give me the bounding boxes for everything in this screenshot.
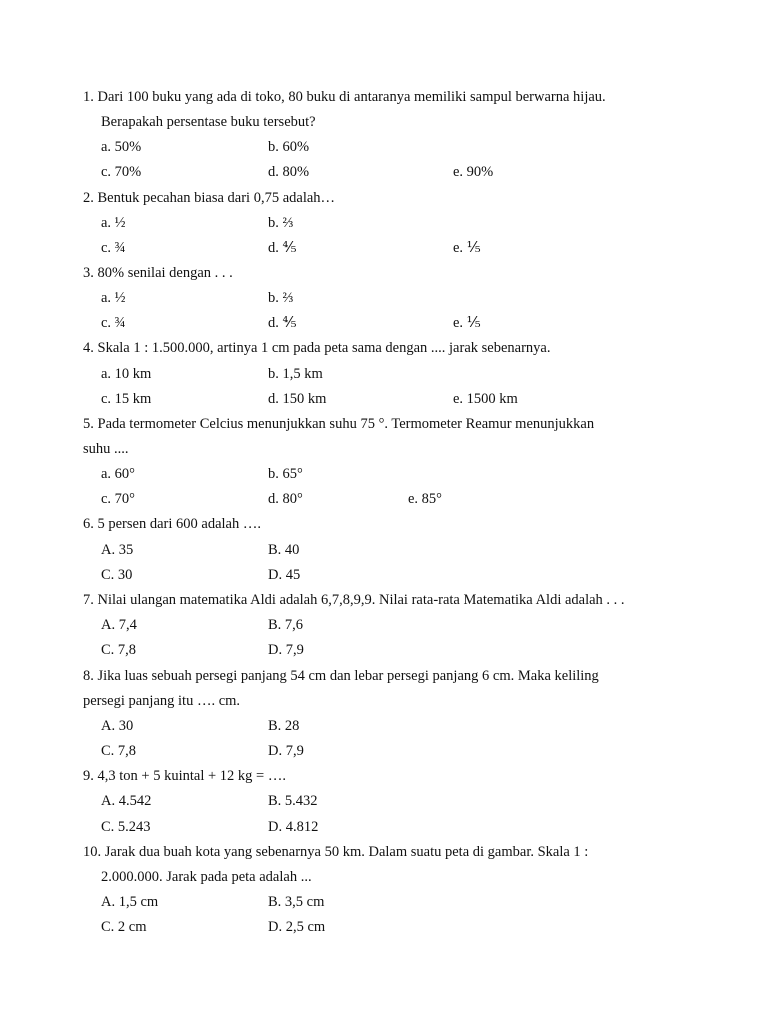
- question-4-stem-line-1: 4. Skala 1 : 1.500.000, artinya 1 cm pada peta sama dengan .... jarak sebenarnya.: [83, 340, 551, 356]
- question-4-option-e: e. 1500 km: [453, 391, 518, 407]
- question-6-option-a: A. 35: [101, 542, 134, 558]
- question-10-option-b: B. 3,5 cm: [268, 894, 325, 910]
- question-6-stem-line-1: 6. 5 persen dari 600 adalah ….: [83, 516, 261, 532]
- question-1-option-d: d. 80%: [268, 164, 310, 180]
- question-4-option-c: c. 15 km: [101, 391, 152, 407]
- question-6-option-c: C. 30: [101, 567, 133, 583]
- question-2-option-b: b. ⅔: [268, 215, 294, 231]
- question-2-option-e: e. ⅕: [453, 240, 481, 256]
- question-8-option-a: A. 30: [101, 718, 134, 734]
- question-10-option-c: C. 2 cm: [101, 919, 147, 935]
- question-1-option-e: e. 90%: [453, 164, 494, 180]
- question-5-option-c: c. 70°: [101, 491, 135, 507]
- question-3-stem-line-1: 3. 80% senilai dengan . . .: [83, 265, 233, 281]
- question-3-option-d: d. ⅘: [268, 315, 297, 331]
- question-9-option-c: C. 5.243: [101, 819, 151, 835]
- question-9-stem-line-1: 9. 4,3 ton + 5 kuintal + 12 kg = ….: [83, 768, 286, 784]
- question-10-stem-line-1: 10. Jarak dua buah kota yang sebenarnya 50 km. Dalam suatu peta di gambar. Skala 1 :: [83, 844, 589, 860]
- question-2-option-d: d. ⅘: [268, 240, 297, 256]
- question-4-option-b: b. 1,5 km: [268, 366, 323, 382]
- question-9-option-b: B. 5.432: [268, 793, 318, 809]
- question-5-stem-line-1: 5. Pada termometer Celcius menunjukkan suhu 75 °. Termometer Reamur menunjukkan: [83, 416, 595, 432]
- question-3-option-a: a. ½: [101, 290, 126, 306]
- question-9-option-a: A. 4.542: [101, 793, 152, 809]
- question-8-option-b: B. 28: [268, 718, 300, 734]
- question-3-option-e: e. ⅕: [453, 315, 481, 331]
- question-5-option-b: b. 65°: [268, 466, 303, 482]
- question-2-stem-line-1: 2. Bentuk pecahan biasa dari 0,75 adalah…: [83, 190, 336, 206]
- question-1-option-b: b. 60%: [268, 139, 310, 155]
- question-10-stem-line-2: 2.000.000. Jarak pada peta adalah ...: [101, 869, 312, 885]
- question-4-option-a: a. 10 km: [101, 366, 152, 382]
- question-1-option-a: a. 50%: [101, 139, 142, 155]
- question-8-option-d: D. 7,9: [268, 743, 304, 759]
- question-1-stem-line-1: 1. Dari 100 buku yang ada di toko, 80 buku di antaranya memiliki sampul berwarna hijau.: [83, 89, 606, 105]
- question-1-stem-line-2: Berapakah persentase buku tersebut?: [101, 114, 316, 130]
- question-7-stem-line-1: 7. Nilai ulangan matematika Aldi adalah 6,7,8,9,9. Nilai rata-rata Matematika Aldi adalah . . .: [83, 592, 625, 608]
- question-5-option-a: a. 60°: [101, 466, 135, 482]
- question-4-option-d: d. 150 km: [268, 391, 327, 407]
- question-6-option-d: D. 45: [268, 567, 301, 583]
- question-7-option-a: A. 7,4: [101, 617, 137, 633]
- question-7-option-b: B. 7,6: [268, 617, 304, 633]
- question-2-option-c: c. ¾: [101, 240, 126, 256]
- question-9-option-d: D. 4.812: [268, 819, 319, 835]
- question-10-option-a: A. 1,5 cm: [101, 894, 159, 910]
- question-5-option-e: e. 85°: [408, 491, 442, 507]
- question-3-option-b: b. ⅔: [268, 290, 294, 306]
- question-7-option-c: C. 7,8: [101, 642, 137, 658]
- question-10-option-d: D. 2,5 cm: [268, 919, 326, 935]
- question-2-option-a: a. ½: [101, 215, 126, 231]
- question-5-option-d: d. 80°: [268, 491, 303, 507]
- question-5-stem-line-2: suhu ....: [83, 441, 129, 457]
- question-7-option-d: D. 7,9: [268, 642, 304, 658]
- question-6-option-b: B. 40: [268, 542, 300, 558]
- question-8-stem-line-2: persegi panjang itu …. cm.: [83, 693, 241, 709]
- question-8-option-c: C. 7,8: [101, 743, 137, 759]
- question-3-option-c: c. ¾: [101, 315, 126, 331]
- question-8-stem-line-1: 8. Jika luas sebuah persegi panjang 54 cm dan lebar persegi panjang 6 cm. Maka keliling: [83, 668, 599, 684]
- question-1-option-c: c. 70%: [101, 164, 142, 180]
